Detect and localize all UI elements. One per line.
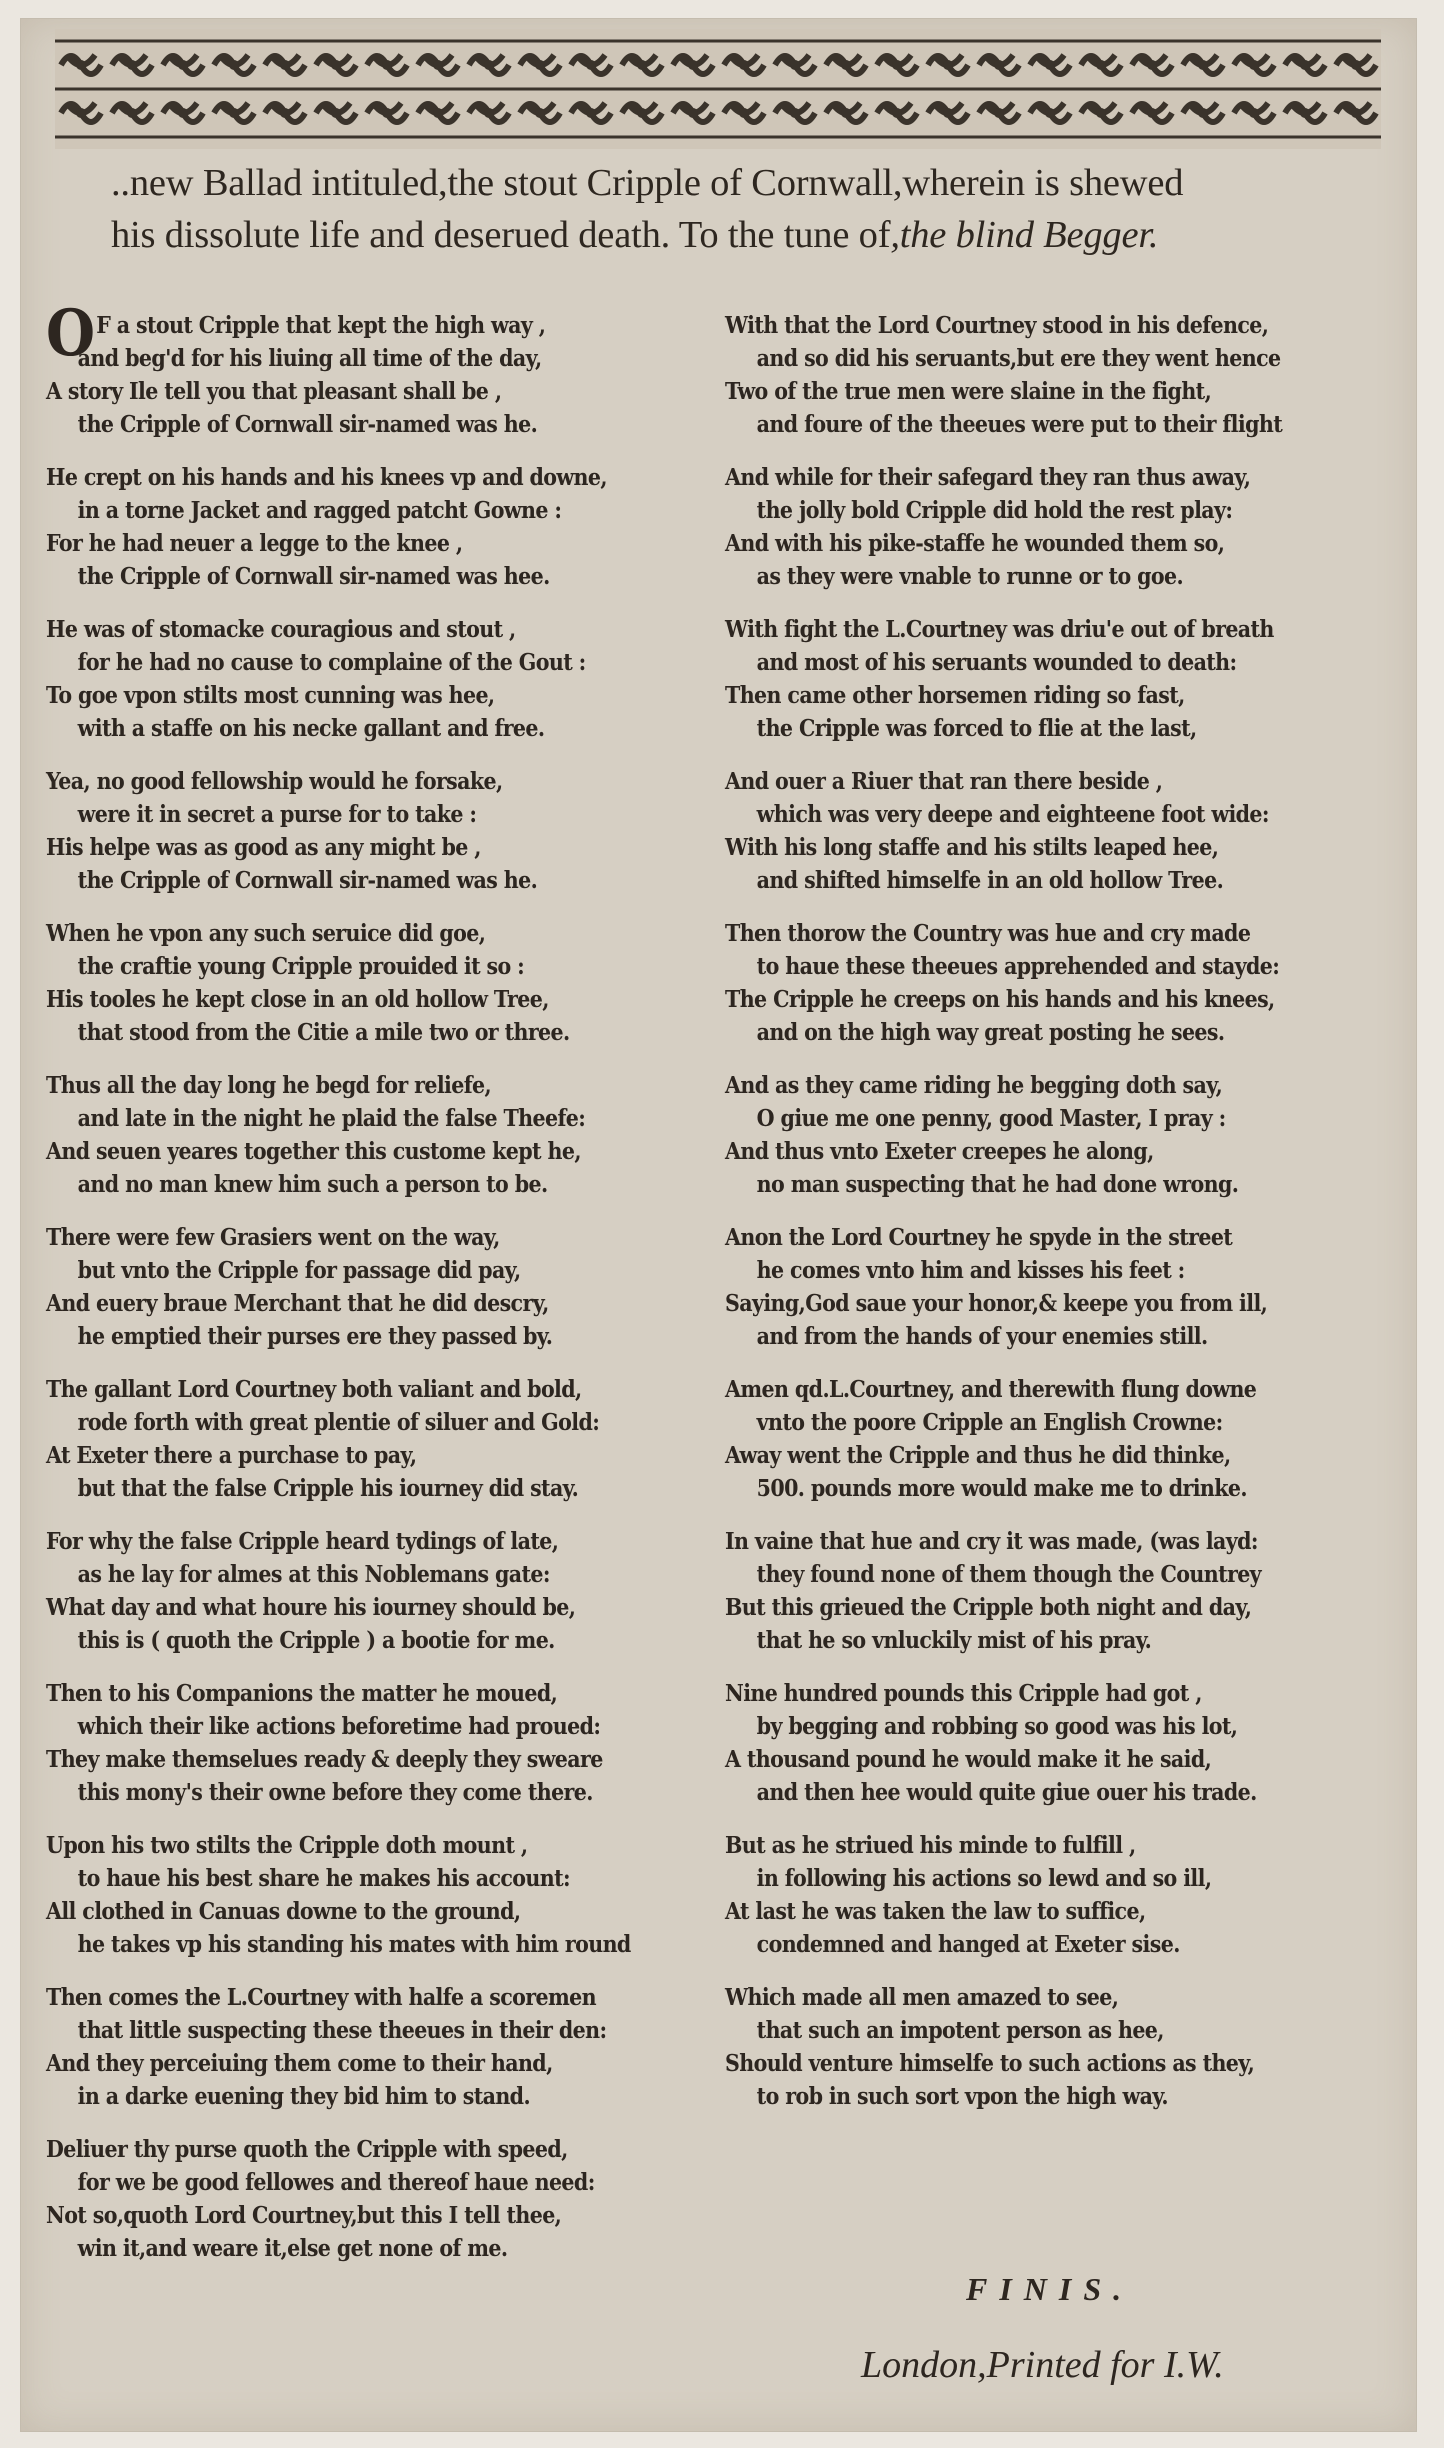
verse-text: but that the false Cripple his iourney did stay. [77, 1474, 579, 1502]
stanza [46, 1677, 732, 1809]
verse-line [46, 2199, 732, 2232]
verse-line [46, 1710, 732, 1743]
stanza [46, 613, 732, 745]
verse-text: But as he striued his minde to fulfill , [725, 1831, 1136, 1859]
title-line-2-main: his dissolute life and deserued death. To the tune of [111, 214, 891, 256]
stanza [46, 2133, 732, 2265]
verse-text: At last he was taken the law to suffice, [725, 1897, 1146, 1925]
verse-line [725, 1525, 1411, 1558]
verse-text: which was very deepe and eighteene foot wide: [756, 800, 1269, 828]
verse-text: His helpe was as good as any might be , [46, 833, 481, 861]
verse-text: this is ( quoth the Cripple ) a bootie for me. [77, 1626, 555, 1654]
imprint [861, 2343, 1224, 2387]
verse-line [725, 1895, 1411, 1928]
verse-line [725, 1168, 1411, 1201]
finis-text: FINIS. [966, 2271, 1134, 2307]
verse-text: Two of the true men were slaine in the fight, [725, 377, 1212, 405]
verse-line [725, 2047, 1411, 2080]
stanza [725, 309, 1411, 441]
verse-line [725, 1439, 1411, 1472]
verse-text: Away went the Cripple and thus he did thinke, [725, 1441, 1231, 1469]
verse-text: And euery braue Merchant that he did descry, [46, 1289, 549, 1317]
verse-line [725, 1287, 1411, 1320]
verse-text: rode forth with great plentie of siluer and Gold: [77, 1408, 600, 1436]
title-line-2 [111, 209, 1351, 261]
verse-line [725, 798, 1411, 831]
left-column [46, 296, 732, 2285]
verse-text: and so did his seruants,but ere they went hence [756, 344, 1281, 372]
verse-text: and foure of the theeues were put to their flight [756, 410, 1283, 438]
verse-text: with a staffe on his necke gallant and free. [77, 714, 545, 742]
verse-text: they found none of them though the Countrey [756, 1560, 1262, 1588]
verse-text: His tooles he kept close in an old hollow Tree, [46, 985, 549, 1013]
title-line-1: ..new Ballad intituled,the stout Cripple of Cornwall,wherein is shewed [111, 162, 1184, 204]
stanza [46, 917, 732, 1049]
verse-text: and beg'd for his liuing all time of the day, [77, 344, 542, 372]
verse-line [46, 1862, 732, 1895]
verse-text: that stood from the Citie a mile two or three. [77, 1018, 570, 1046]
verse-text: 500. pounds more would make me to drinke. [756, 1474, 1247, 1502]
verse-text: Then comes the L.Courtney with halfe a scoremen [46, 1983, 596, 2011]
verse-line [46, 1221, 732, 1254]
stanza [725, 1221, 1411, 1353]
verse-line [46, 1558, 732, 1591]
verse-text: as he lay for almes at this Noblemans gate: [77, 1560, 550, 1588]
verse-line [46, 1102, 732, 1135]
stanza [725, 613, 1411, 745]
verse-line [46, 983, 732, 1016]
verse-line [725, 375, 1411, 408]
verse-text: The gallant Lord Courtney both valiant and bold, [46, 1375, 582, 1403]
verse-text: the jolly bold Cripple did hold the rest play: [756, 496, 1233, 524]
verse-line [46, 1287, 732, 1320]
drop-cap-initial: O [46, 296, 95, 371]
verse-text: that he so vnluckily mist of his pray. [756, 1626, 1152, 1654]
verse-text: Amen qd.L.Courtney, and therewith flung downe [725, 1375, 1257, 1403]
ornamental-border [55, 29, 1381, 149]
stanza [725, 765, 1411, 897]
verse-line [725, 983, 1411, 1016]
verse-line [46, 1254, 732, 1287]
verse-line [46, 375, 732, 408]
verse-line [46, 712, 732, 745]
verse-line [46, 1439, 732, 1472]
verse-text: he comes vnto him and kisses his feet : [756, 1256, 1185, 1284]
verse-line [725, 494, 1411, 527]
verse-line [46, 461, 732, 494]
verse-line [46, 1895, 732, 1928]
verse-text: With that the Lord Courtney stood in his defence, [725, 311, 1269, 339]
verse-text: which their like actions beforetime had proued: [77, 1712, 601, 1740]
verse-line [46, 1829, 732, 1862]
verse-line [725, 1677, 1411, 1710]
verse-text: and no man knew him such a person to be. [77, 1170, 548, 1198]
verse-line [725, 1254, 1411, 1287]
stanza [46, 1525, 732, 1657]
stanza [725, 461, 1411, 593]
verse-text: to haue these theeues apprehended and stayde: [756, 952, 1280, 980]
verse-text: for he had no cause to complaine of the Gout : [77, 648, 586, 676]
verse-text: A story Ile tell you that pleasant shall be , [46, 377, 502, 405]
verse-line [725, 1981, 1411, 2014]
verse-line [46, 2166, 732, 2199]
verse-line [46, 864, 732, 897]
verse-text: Not so,quoth Lord Courtney,but this I tell thee, [46, 2201, 562, 2229]
stanza [46, 1829, 732, 1961]
stanza [725, 1373, 1411, 1505]
verse-text: F a stout Cripple that kept the high way , [96, 311, 546, 339]
verse-text: And they perceiuing them come to their hand, [46, 2049, 553, 2077]
stanza [725, 917, 1411, 1049]
stanza [46, 1981, 732, 2113]
verse-text: The Cripple he creeps on his hands and his knees, [725, 985, 1275, 1013]
verse-line [46, 1406, 732, 1439]
verse-line [725, 1829, 1411, 1862]
verse-text: and from the hands of your enemies still. [756, 1322, 1208, 1350]
verse-text: Then came other horsemen riding so fast, [725, 681, 1185, 709]
stanza [46, 296, 732, 441]
verse-text: to haue his best share he makes his account: [77, 1864, 570, 1892]
broadside-sheet [20, 18, 1417, 2432]
verse-text: A thousand pound he would make it he said, [725, 1745, 1212, 1773]
verse-line [725, 679, 1411, 712]
stanza [46, 765, 732, 897]
verse-text: and on the high way great posting he sees. [756, 1018, 1225, 1046]
verse-text: They make themselues ready & deeply they sweare [46, 1745, 603, 1773]
stanza [46, 1373, 732, 1505]
verse-text: the craftie young Cripple prouided it so : [77, 952, 525, 980]
verse-line [46, 917, 732, 950]
verse-line [46, 2232, 732, 2265]
verse-line [725, 613, 1411, 646]
verse-line [725, 1862, 1411, 1895]
verse-text: But this grieued the Cripple both night and day, [725, 1593, 1252, 1621]
verse-text: in a torne Jacket and ragged patcht Gowne : [77, 496, 562, 524]
verse-text: the Cripple of Cornwall sir-named was he. [77, 410, 538, 438]
verse-line [46, 2047, 732, 2080]
verse-text: For why the false Cripple heard tydings of late, [46, 1527, 559, 1555]
verse-text: At Exeter there a purchase to pay, [46, 1441, 417, 1469]
verse-line [46, 1624, 732, 1657]
verse-text: were it in secret a purse for to take : [77, 800, 477, 828]
verse-line [46, 1743, 732, 1776]
verse-text: this mony's their owne before they come there. [77, 1778, 593, 1806]
verse-text: Deliuer thy purse quoth the Cripple with speed, [46, 2135, 568, 2163]
verse-text: Then to his Companions the matter he moued, [46, 1679, 558, 1707]
verse-line [725, 527, 1411, 560]
verse-text: as they were vnable to runne or to goe. [756, 562, 1184, 590]
stanza [725, 1677, 1411, 1809]
verse-text: in following his actions so lewd and so ill, [756, 1864, 1212, 1892]
verse-line [46, 1981, 732, 2014]
verse-line [725, 1776, 1411, 1809]
verse-text: vnto the poore Cripple an English Crowne: [756, 1408, 1223, 1436]
verse-text: Should venture himselfe to such actions as they, [725, 2049, 1255, 2077]
verse-text: Nine hundred pounds this Cripple had got , [725, 1679, 1202, 1707]
verse-line [725, 1016, 1411, 1049]
verse-text: condemned and hanged at Exeter sise. [756, 1930, 1180, 1958]
verse-text: When he vpon any such seruice did goe, [46, 919, 486, 947]
verse-line [46, 2133, 732, 2166]
verse-text: win it,and weare it,else get none of me. [77, 2234, 508, 2262]
verse-line [725, 917, 1411, 950]
stanza [725, 1981, 1411, 2113]
verse-line [725, 1406, 1411, 1439]
verse-text: by begging and robbing so good was his lot, [756, 1712, 1238, 1740]
verse-text: no man suspecting that he had done wrong. [756, 1170, 1239, 1198]
verse-line [46, 679, 732, 712]
verse-line [725, 950, 1411, 983]
verse-line [725, 1624, 1411, 1657]
verse-line [725, 765, 1411, 798]
verse-text: And with his pike-staffe he wounded them so, [725, 529, 1225, 557]
verse-text: Then thorow the Country was hue and cry made [725, 919, 1251, 947]
verse-line [725, 1373, 1411, 1406]
verse-text: Which made all men amazed to see, [725, 1983, 1119, 2011]
verse-line [46, 646, 732, 679]
verse-line [46, 765, 732, 798]
stanza [725, 1829, 1411, 1961]
verse-line [725, 646, 1411, 679]
verse-line [46, 560, 732, 593]
verse-text: With fight the L.Courtney was driu'e out of breath [725, 615, 1274, 643]
verse-line [46, 1320, 732, 1353]
verse-line [725, 1320, 1411, 1353]
verse-line [46, 1472, 732, 1505]
verse-text: and most of his seruants wounded to death: [756, 648, 1237, 676]
verse-text: All clothed in Canuas downe to the ground, [46, 1897, 521, 1925]
verse-text: There were few Grasiers went on the way, [46, 1223, 500, 1251]
verse-line [725, 461, 1411, 494]
verse-line [725, 1472, 1411, 1505]
verse-text: O giue me one penny, good Master, I pray : [756, 1104, 1226, 1132]
verse-line [725, 1558, 1411, 1591]
verse-line [46, 1677, 732, 1710]
ballad-title [111, 157, 1351, 261]
verse-line [725, 560, 1411, 593]
verse-line [725, 1135, 1411, 1168]
stanza [46, 1221, 732, 1353]
verse-line [725, 1591, 1411, 1624]
verse-text: With his long staffe and his stilts leaped hee, [725, 833, 1219, 861]
verse-line [46, 1776, 732, 1809]
verse-text: Saying,God saue your honor,& keepe you from ill, [725, 1289, 1268, 1317]
verse-line [46, 1016, 732, 1049]
verse-line [725, 1221, 1411, 1254]
verse-line [725, 712, 1411, 745]
verse-text: Thus all the day long he begd for reliefe, [46, 1071, 492, 1099]
verse-text: And seuen yeares together this custome kept he, [46, 1137, 581, 1165]
verse-text: He was of stomacke couragious and stout , [46, 615, 516, 643]
verse-line [46, 2014, 732, 2047]
verse-line [46, 950, 732, 983]
verse-text: that such an impotent person as hee, [756, 2016, 1164, 2044]
verse-text: And ouer a Riuer that ran there beside , [725, 767, 1163, 795]
verse-line [725, 864, 1411, 897]
verse-line [725, 1710, 1411, 1743]
verse-text: the Cripple of Cornwall sir-named was he. [77, 866, 538, 894]
verse-text: and then hee would quite giue ouer his trade. [756, 1778, 1257, 1806]
verse-line [46, 527, 732, 560]
verse-line [46, 831, 732, 864]
stanza [46, 461, 732, 593]
tune-name: ,the blind Begger. [890, 214, 1159, 256]
verse-text: in a darke euening they bid him to stand. [77, 2082, 531, 2110]
verse-text: And as they came riding he begging doth say, [725, 1071, 1223, 1099]
verse-line [725, 1743, 1411, 1776]
verse-text: for we be good fellowes and thereof haue need: [77, 2168, 595, 2196]
verse-line [725, 408, 1411, 441]
verse-line [46, 1591, 732, 1624]
verse-text: he emptied their purses ere they passed by. [77, 1322, 553, 1350]
verse-text: What day and what houre his iourney should be, [46, 1593, 576, 1621]
imprint-printer: Printed for I.W. [986, 2344, 1224, 2386]
verse-text: In vaine that hue and cry it was made, (was layd: [725, 1527, 1258, 1555]
verse-text: Upon his two stilts the Cripple doth mount , [46, 1831, 528, 1859]
verse-line [46, 613, 732, 646]
verse-line [46, 1168, 732, 1201]
verse-text: He crept on his hands and his knees vp and downe, [46, 463, 607, 491]
verse-line [725, 831, 1411, 864]
verse-text: that little suspecting these theeues in their den: [77, 2016, 607, 2044]
stanza [46, 1069, 732, 1201]
verse-line [725, 2014, 1411, 2047]
verse-line [46, 2080, 732, 2113]
verse-text: Anon the Lord Courtney he spyde in the street [725, 1223, 1233, 1251]
stanza [725, 1069, 1411, 1201]
verse-line [725, 1102, 1411, 1135]
verse-text: the Cripple was forced to flie at the last, [756, 714, 1197, 742]
verse-line [46, 1525, 732, 1558]
verse-text: the Cripple of Cornwall sir-named was hee. [77, 562, 550, 590]
verse-text: but vnto the Cripple for passage did pay, [77, 1256, 521, 1284]
verse-line [46, 1135, 732, 1168]
verse-text: and late in the night he plaid the false Theefe: [77, 1104, 586, 1132]
verse-text: For he had neuer a legge to the knee , [46, 529, 463, 557]
verse-text: Yea, no good fellowship would he forsake, [46, 767, 503, 795]
right-column [725, 309, 1411, 2133]
verse-line [46, 798, 732, 831]
verse-line [46, 1373, 732, 1406]
verse-text: To goe vpon stilts most cunning was hee, [46, 681, 495, 709]
verse-line [725, 342, 1411, 375]
verse-line [46, 1069, 732, 1102]
imprint-place: London, [861, 2344, 987, 2386]
verse-text: And while for their safegard they ran thus away, [725, 463, 1251, 491]
verse-line [725, 1069, 1411, 1102]
stanza [725, 1525, 1411, 1657]
verse-text: he takes vp his standing his mates with him round [77, 1930, 631, 1958]
verse-line [46, 408, 732, 441]
verse-text: And thus vnto Exeter creepes he along, [725, 1137, 1154, 1165]
verse-text: to rob in such sort vpon the high way. [756, 2082, 1168, 2110]
verse-line [725, 2080, 1411, 2113]
verse-line [46, 1928, 732, 1961]
verse-line [725, 309, 1411, 342]
verse-text: and shifted himselfe in an old hollow Tree. [756, 866, 1224, 894]
verse-line [46, 494, 732, 527]
verse-line [725, 1928, 1411, 1961]
verse-line [46, 342, 732, 375]
